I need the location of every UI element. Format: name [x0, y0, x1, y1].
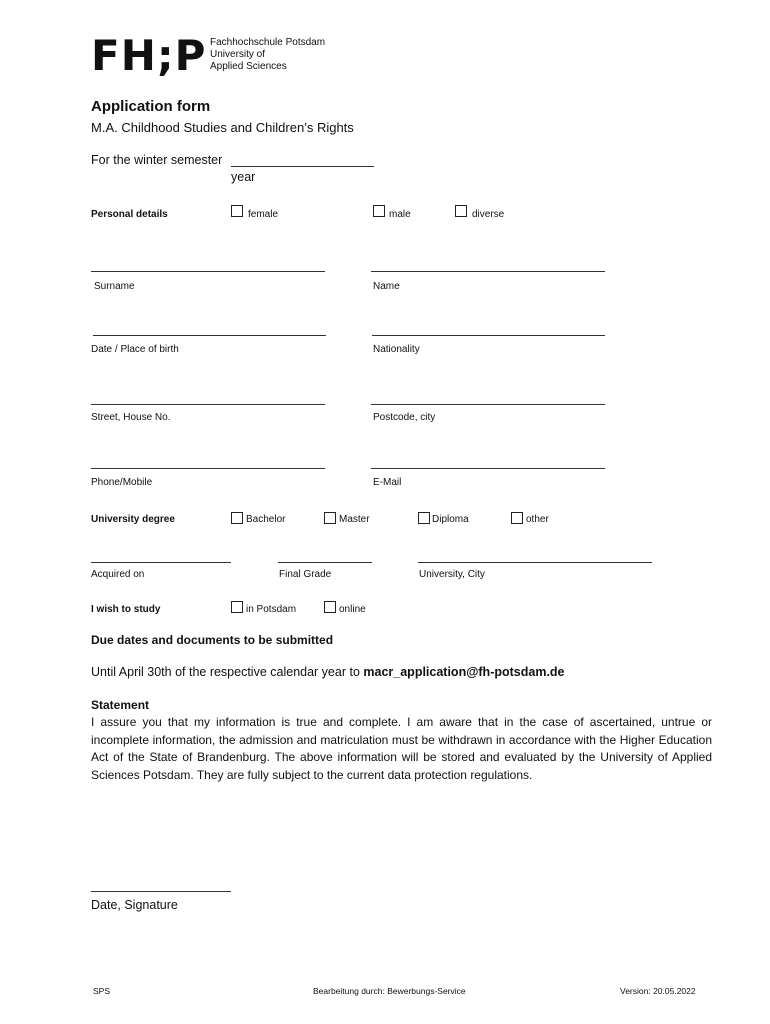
online-checkbox[interactable] — [324, 601, 336, 613]
diverse-checkbox[interactable] — [455, 205, 467, 217]
acquired-on-label: Acquired on — [91, 569, 145, 580]
street-label: Street, House No. — [91, 412, 171, 423]
semester-label: For the winter semester — [91, 153, 223, 167]
phone-input-line[interactable] — [91, 468, 325, 469]
university-city-label: University, City — [419, 569, 485, 580]
final-grade-label: Final Grade — [279, 569, 332, 580]
university-city-input-line[interactable] — [418, 562, 652, 563]
diploma-checkbox[interactable] — [418, 512, 430, 524]
surname-label: Surname — [94, 281, 135, 292]
statement-text: I assure you that my information is true and complete. I am aware that in the case of ascertained, untrue or incomplete information, the admission and matriculation must be withdrawn in accordance with the Higher Education Act of the State of Brandenburg. The above information will be stored and evaluated by the University of Applied Sciences Potsdam. They are fully subject to the current data protection regulations. — [91, 715, 712, 782]
study-mode-label: I wish to study — [91, 604, 161, 615]
master-option-label: Master — [339, 514, 370, 525]
postcode-input-line[interactable] — [371, 404, 605, 405]
online-option-label: online — [339, 604, 366, 615]
email-input-line[interactable] — [371, 468, 605, 469]
logo-line-1: Fachhochschule Potsdam — [210, 37, 326, 48]
female-checkbox[interactable] — [231, 205, 243, 217]
dob-label: Date / Place of birth — [91, 344, 179, 355]
phone-label: Phone/Mobile — [91, 477, 153, 488]
dob-input-line[interactable] — [93, 335, 326, 336]
email-label: E-Mail — [373, 477, 402, 488]
nationality-label: Nationality — [373, 344, 420, 355]
female-option-label: female — [248, 209, 279, 220]
diploma-option-label: Diploma — [432, 514, 469, 525]
bachelor-option-label: Bachelor — [246, 514, 286, 525]
logo-line-3: Applied Sciences — [210, 61, 287, 72]
logo-mark: FH;P — [91, 31, 207, 80]
other-option-label: other — [526, 514, 549, 525]
statement-heading: Statement — [91, 698, 150, 712]
acquired-on-input-line[interactable] — [91, 562, 231, 563]
footer-center: Bearbeitung durch: Bewerbungs-Service — [313, 986, 466, 996]
signature-label: Date, Signature — [91, 898, 178, 912]
surname-input-line[interactable] — [91, 271, 325, 272]
master-checkbox[interactable] — [324, 512, 336, 524]
in-potsdam-checkbox[interactable] — [231, 601, 243, 613]
in-potsdam-option-label: in Potsdam — [246, 604, 297, 615]
page-title: Application form — [91, 98, 211, 115]
footer-left: SPS — [93, 986, 111, 996]
page-subtitle: M.A. Childhood Studies and Children’s Rights — [91, 120, 354, 135]
male-option-label: male — [389, 209, 411, 220]
other-checkbox[interactable] — [511, 512, 523, 524]
male-checkbox[interactable] — [373, 205, 385, 217]
due-dates-text — [91, 665, 565, 679]
due-dates-sentence: Until April 30th of the respective calendar year to — [91, 665, 360, 679]
footer-right: Version: 20.05.2022 — [620, 986, 696, 996]
name-label: Name — [373, 281, 400, 292]
name-input-line[interactable] — [371, 271, 605, 272]
due-dates-heading: Due dates and documents to be submitted — [91, 633, 334, 647]
application-email: macr_application@fh-potsdam.de — [363, 665, 565, 679]
logo-line-2: University of — [210, 49, 266, 60]
signature-input-line[interactable] — [91, 891, 231, 892]
nationality-input-line[interactable] — [372, 335, 605, 336]
street-input-line[interactable] — [91, 404, 325, 405]
semester-input-line[interactable] — [231, 166, 374, 167]
bachelor-checkbox[interactable] — [231, 512, 243, 524]
diverse-option-label: diverse — [472, 209, 505, 220]
semester-year-label: year — [231, 170, 256, 184]
final-grade-input-line[interactable] — [278, 562, 372, 563]
logo-text — [210, 37, 325, 73]
personal-details-label: Personal details — [91, 209, 168, 220]
postcode-label: Postcode, city — [373, 412, 436, 423]
university-degree-label: University degree — [91, 514, 175, 525]
